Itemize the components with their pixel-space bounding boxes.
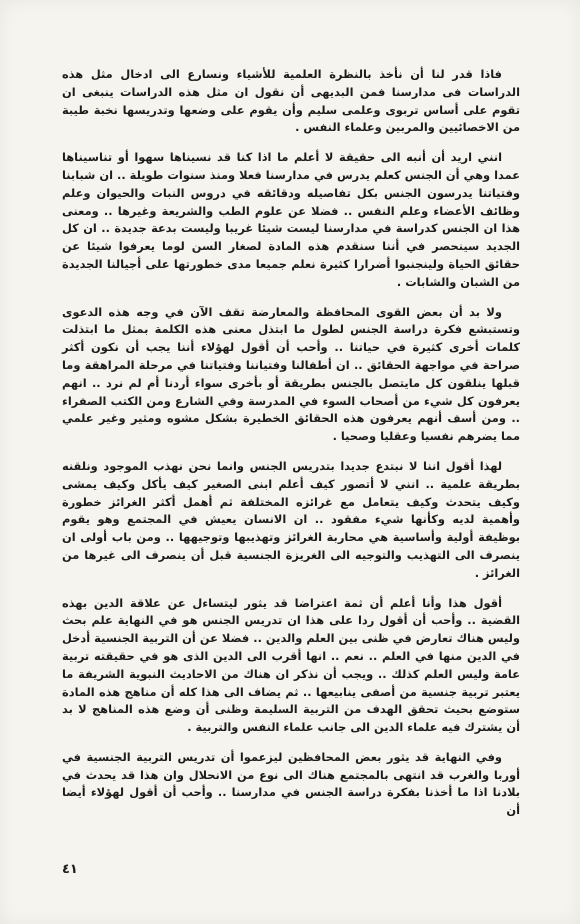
paragraph-3: ولا بد أن بعض القوى المحافظة والمعارضة تقف الآن في وجه هذه الدعوى وتستبشع فكرة دراسة الجنس لطول ما ابتذل معنى هذه الكلمة بمثل ما ابتذلت كلمات أخرى كثيرة في حياتنا .. وأحب أن أقول لهؤلاء أننا يجب أن نكون أكثر صراحة في مواجهة الحقائق .. ان أطفالنا وفتياننا وفتياتنا في مرحلة المراهقة وما قبلها ينلقون كل مايتصل بالجنس بطريقة أو بأخرى سواء أردنا أم لم نرد .. انهم يعرفون كل شيء من أصحاب السوء في المدرسة وفي الشارع ومن الكتب الصفراء .. ومن أسف أنهم يعرفون هذه الحقائق الخطيرة بشكل مشوه ومثير وغير علمي مما يضرهم نفسيا وعقليا وصحيا . (62, 304, 520, 444)
paragraph-4: لهذا أقول اننا لا نبتدع جديدا بتدريس الجنس وانما نحن نهذب الموجود ونلقنه بطريقة علمية .. انني لا أتصور كيف أعلم ابنى الصغير كيف يأكل وكيف يمشى وكيف يتحدث وكيف يتعامل مع غرائزه المختلفة ثم أهمل أكثر الغرائز خطورة وأهمية لديه وكأنها شيء مفقود .. ان الانسان يعيش في المجتمع وهو يقوم بوظيفة أولية وأساسية هي محاربة الغرائز وتهذيبها وتوجيهها .. ومن باب أولى ان ينصرف الى التهذيب والتوجيه الى الغريزة الجنسية قبل أن ينصرف الى غيرها من الغرائز . (62, 458, 520, 580)
page-number: ٤١ (62, 862, 78, 877)
paragraph-6: وفي النهاية قد يثور بعض المحافظين ليزعموا أن تدريس التربية الجنسية في أوربا والغرب قد انتهى بالمجتمع هناك الى نوع من الانحلال وان هذا قد يحدث في بلادنا اذا ما أخذنا بفكرة دراسة الجنس في مدارسنا .. وأحب أن أقول لهؤلاء أيضا أن (62, 749, 520, 818)
paragraph-1: فاذا قدر لنا أن نأخذ بالنظرة العلمية للأشياء ونسارع الى ادخال مثل هذه الدراسات فى مدارسنا فمن البديهى أن نقول ان مثل هذه الدراسات ينبغى ان تقوم على أساس تربوى وعلمى سليم وأن يقوم على وضعها وتدريسها نخبة طيبة من الاخصائيين والمربين وعلماء النفس . (62, 67, 520, 135)
paragraph-5: أقول هذا وأنا أعلم أن ثمة اعتراضا قد يثور ليتساءل عن علاقة الدين بهذه القضية .. وأحب أن أقول ردا على هذا ان تدريس الجنس هو في النهاية علم بحث وليس هناك تعارض في ظنى بين العلم والدين .. فضلا عن أن التربية الجنسية أدخل في الدين منها في العلم .. نعم .. انها أقرب الى الدين الذى هو في حقيقته تربية عامة وليس العلم كذلك .. ويجب أن نذكر ان هناك من الاحاديث النبوية الشريفة ما يعتبر تربية جنسية من أصفى ينابيعها .. ثم يضاف الى هذا كله أن مناهج هذه المادة ستوضع بحيث تحقق الهدف من التربية السليمة وظنى أن وضع هذه المناهج لا بد أن يشترك فيه علماء الدين الى جانب علماء النفس والتربية . (62, 595, 520, 735)
paragraph-2: انني اريد أن أنبه الى حقيقة لا أعلم ما اذا كنا قد نسيناها سهوا أو تناسيناها عمدا وهي أن الجنس كعلم يدرس في مدارسنا فعلا ومنذ سنوات طويلة .. ان شبابنا وفتياتنا يدرسون الجنس بكل تفاصيله ودقائقه في دروس النبات والحيوان وعلم وظائف الأعضاء وعلم النفس .. فضلا عن علوم الطب والشريعة وغيرها .. ومعنى هذا ان الجنس كدراسة في مدارسنا ليست شيئا غريبا وليست بدعة جديدة .. ان كل الجديد سينحصر في أننا سنقدم هذه المادة لصغار السن لوما يعرفوا شيئا عن حقائق الحياة ولينجنبوا أضرارا كثيرة نعلم جميعا مدى خطورتها على أجيالنا الجديدة من الشبان والشابات . (62, 150, 520, 289)
article-body (62, 66, 520, 832)
